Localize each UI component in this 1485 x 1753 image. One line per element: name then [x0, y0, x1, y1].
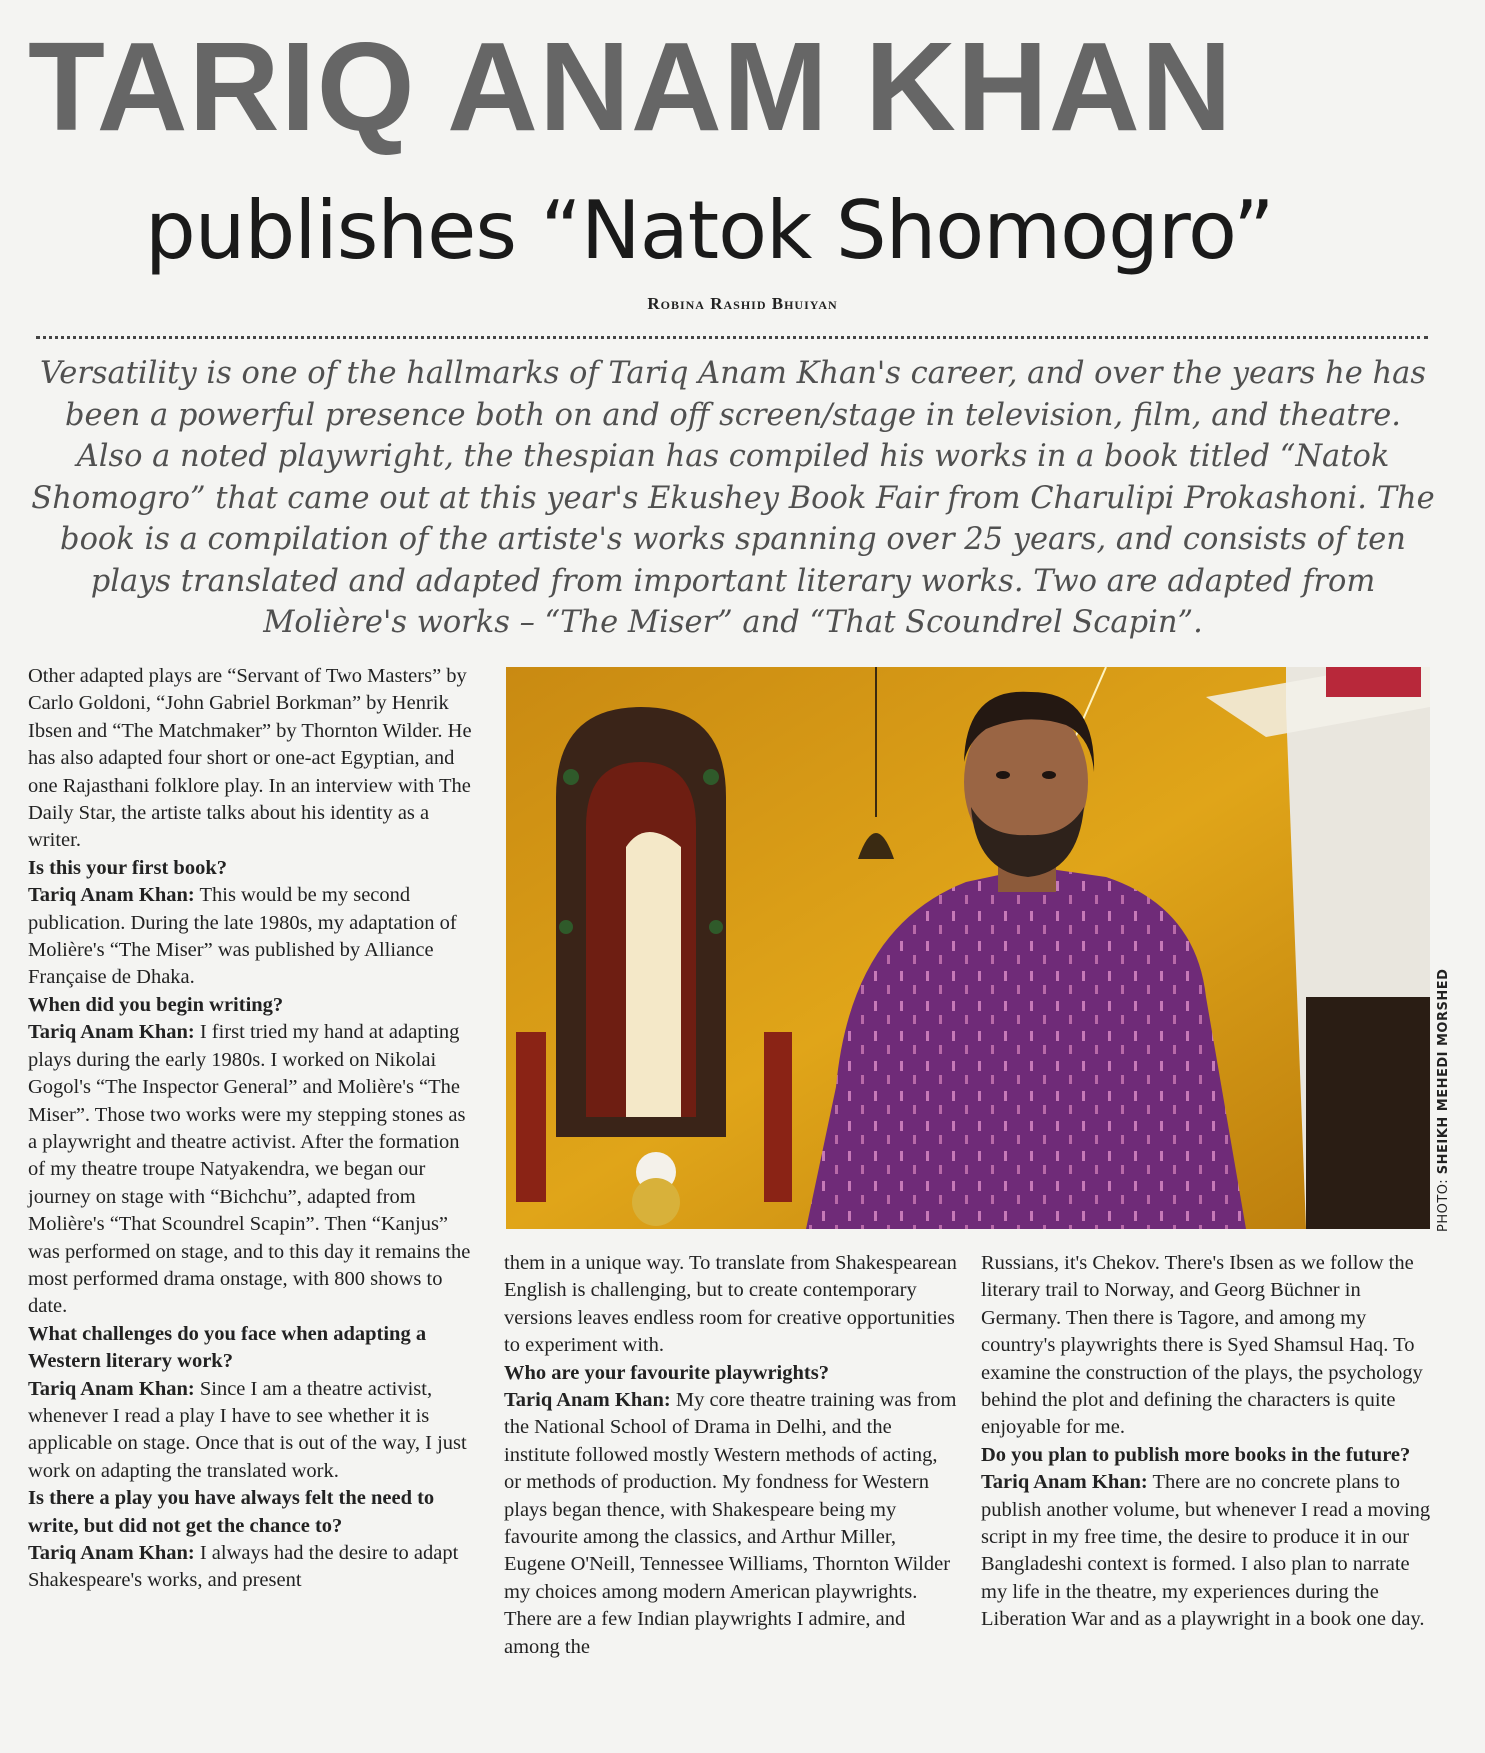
- body-paragraph: Other adapted plays are “Servant of Two Masters” by Carlo Goldoni, “John Gabriel Borkman” by Henrik Ibsen and “The Matchmaker” by Thornton Wilder. He has also adapted four short or one-act Egyptian, and one Rajasthani folklore play. In an interview with The Daily Star, the artiste talks about his identity as a writer.: [28, 665, 472, 852]
- photo-credit: PHOTO: SHEIKH MEHEDI MORSHED: [1436, 968, 1451, 1232]
- article-column-2: [504, 1250, 959, 1661]
- answer: [504, 1387, 959, 1661]
- portrait-illustration: [506, 667, 1430, 1229]
- answer-text: I always had the desire to adapt Shakespeare's works, and present: [28, 1542, 459, 1592]
- answer-text: Since I am a theatre activist, whenever I read a play I have to see whether it is applicable on stage. Once that is out of the way, I just work on adapting the translated work.: [28, 1377, 467, 1482]
- question: Is there a play you have always felt the need to write, but did not get the chance to?: [28, 1487, 435, 1537]
- byline: Robina Rashid Bhuiyan: [647, 294, 838, 313]
- answer: [28, 882, 478, 992]
- article-column-1: [28, 663, 478, 1595]
- subheadline: publishes “Natok Shomogro”: [145, 184, 1274, 277]
- dotted-divider: [36, 336, 1428, 339]
- answer: [28, 1540, 478, 1595]
- article-column-3: [981, 1250, 1436, 1634]
- question: Do you plan to publish more books in the future?: [981, 1443, 1411, 1466]
- speaker-label: Tariq Anam Khan:: [981, 1471, 1148, 1494]
- answer-continued: Russians, it's Chekov. There's Ibsen as we follow the literary trail to Norway, and Georg Büchner in Germany. Then there is Tagore, and among my country's playwrights there is Syed Shamsul Haq. To examine the construction of the plays, the psychology behind the plot and defining the characters is quite enjoyable for me.: [981, 1252, 1423, 1439]
- speaker-label: Tariq Anam Khan:: [504, 1389, 671, 1412]
- answer-text: This would be my second publication. During the late 1980s, my adaptation of Molière's “The Miser” was published by Alliance Française de Dhaka.: [28, 884, 457, 989]
- question: Is this your first book?: [28, 856, 227, 879]
- question: Who are your favourite playwrights?: [504, 1361, 829, 1384]
- intro-paragraph: Versatility is one of the hallmarks of Tariq Anam Khan's career, and over the years he has been a powerful presence both on and off screen/stage in television, film, and theatre. Also a noted playwright, the thespian has compiled his works in a book titled “Natok Shomogro” that came out at this year's Ekushey Book Fair from Charulipi Prokashoni. The book is a compilation of the artiste's works spanning over 25 years, and consists of ten plays translated and adapted from important literary works. Two are adapted from Molière's works – “The Miser” and “That Scoundrel Scapin”.: [31, 356, 1435, 640]
- answer-text: There are no concrete plans to publish another volume, but whenever I read a moving script in my free time, the desire to produce it in our Bangladeshi context is formed. I also plan to narrate my life in the theatre, my experiences during the Liberation War and as a playwright in a book one day.: [981, 1471, 1431, 1631]
- speaker-label: Tariq Anam Khan:: [28, 1021, 195, 1044]
- speaker-label: Tariq Anam Khan:: [28, 1377, 195, 1400]
- answer: [28, 1376, 478, 1486]
- headline: TARIQ ANAM KHAN: [28, 16, 1233, 157]
- answer-continued: them in a unique way. To translate from Shakespearean English is challenging, but to create contemporary versions leaves endless room for creative opportunities to experiment with.: [504, 1252, 957, 1357]
- answer: [28, 1019, 478, 1320]
- question: What challenges do you face when adapting a Western literary work?: [28, 1322, 427, 1373]
- article-photo: [506, 667, 1430, 1229]
- answer-text: I first tried my hand at adapting plays during the early 1980s. I worked on Nikolai Gogol's “The Inspector General” and Molière's “The Miser”. Those two works were my stepping stones as a playwright and theatre activist. After the formation of my theatre troupe Natyakendra, we began our journey on stage with “Bichchu”, adapted from Molière's “That Scoundrel Scapin”. Then “Kanjus” was performed on stage, and to this day it remains the most performed drama onstage, with 800 shows to date.: [28, 1021, 471, 1318]
- speaker-label: Tariq Anam Khan:: [28, 884, 195, 907]
- speaker-label: Tariq Anam Khan:: [28, 1542, 195, 1564]
- answer-text: My core theatre training was from the National School of Drama in Delhi, and the institute followed mostly Western methods of acting, or methods of production. My fondness for Western plays began thence, with Shakespeare being my favourite among the classics, and Arthur Miller, Eugene O'Neill, Tennessee Williams, Thornton Wilder my choices among modern American playwrights. There are a few Indian playwrights I admire, and among the: [504, 1389, 957, 1658]
- question: When did you begin writing?: [28, 993, 284, 1016]
- answer: [981, 1469, 1436, 1633]
